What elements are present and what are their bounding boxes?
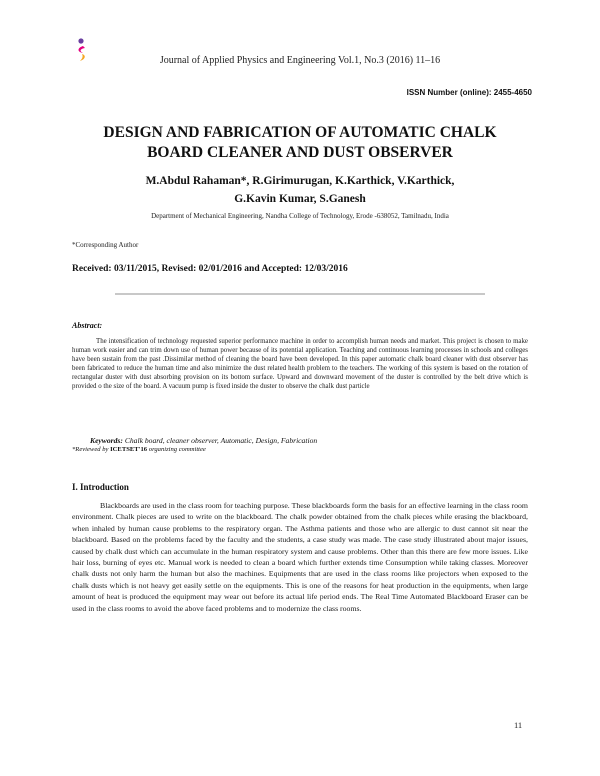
introduction-heading: I. Introduction [72,482,129,492]
journal-citation: Journal of Applied Physics and Engineering Vol.1, No.3 (2016) 11–16 [159,55,441,66]
abstract-heading: Abstract: [72,321,103,330]
title-line-2: BOARD CLEANER AND DUST OBSERVER [147,144,453,161]
title-line-1: DESIGN AND FABRICATION OF AUTOMATIC CHALK [103,124,497,141]
introduction-text: Blackboards are used in the class room for teaching purpose. These blackboards form the basis for an effective learning in the class room environment. Chalk pieces are used to write on the blackboard. The chalk powder obtained from the chalk pieces while erasing the blackboard, when inhaled by human cause problems to the respiratory organ. The Asthma patients and those who are allergic to dust cannot sit near the blackboard. Based on the problems faced by the faculty and the students, a case study was made. The case study illustrated about major issues, caused by chalk dust which can accumulate in the human respiratory system and cause problems. Other than this there are few more issues. Like hair loss, burning of eyes etc. Manual work is needed to clean a board which further extends time Consumption while taking classes. Moreover chalk dusts not only harm the human but also the machines. Equipments that are used in the class rooms like projectors when exposed to the chalk dusts which is not heavy get easily settle on the equipments. This is one of the reasons for heat production in the equipments, when large amount of heat is produced the equipment may wear out before its actual life period ends. The Real Time Automated Blackboard Eraser can be used in the class rooms to avoid the above faced problems and to modernize the class rooms. [72,501,528,613]
keywords-label: Keywords: [90,436,123,445]
paper-title [60,123,540,163]
issn-number: ISSN Number (online): 2455-4650 [406,88,532,97]
submission-dates: Received: 03/11/2015, Revised: 02/01/2016 and Accepted: 12/03/2016 [72,264,348,274]
keywords-line [90,436,317,445]
authors-line-1: M.Abdul Rahaman*, R.Girimurugan, K.Karthick, V.Karthick, [145,175,455,187]
author-list [80,172,520,208]
reviewed-by-conference: ICETSET'16 [110,446,148,453]
abstract-text: The intensification of technology requested superior performance machine in order to accomplish human needs and market. This project is chosen to make human work easier and can trim down use of human power because of its potential application. Teaching and continuous learning processes in schools and colleges have been sustain from the past .Dissimilar method of cleaning the board have been developed. In this paper automatic chalk board cleaner with dust observer has been fabricated to reduce the human time and also minimize the dust related health problem to the teachers. The working of this system is based on the rotation of rectangular duster with dust absorbing provision on its bottom surface. Upward and downward movement of the duster is controlled by the belt drive which is provided o the size of the board. A vacuum pump is fixed inside the duster to observe the chalk dust particle [72,338,528,390]
authors-line-2: G.Kavin Kumar, S.Ganesh [234,193,366,205]
reviewed-suffix: organizing committee [148,446,206,453]
reviewed-by-note [72,446,206,453]
keywords-list: Chalk board, cleaner observer, Automatic, Design, Fabrication [124,436,318,445]
reviewed-prefix: *Reviewed by [72,446,109,453]
page-number: 11 [514,720,523,730]
affiliation: Department of Mechanical Engineering, Nandha College of Technology, Erode -638052, Tamilnadu, India [151,212,449,220]
header-divider [115,293,485,295]
corresponding-author-note: *Corresponding Author [72,241,139,249]
